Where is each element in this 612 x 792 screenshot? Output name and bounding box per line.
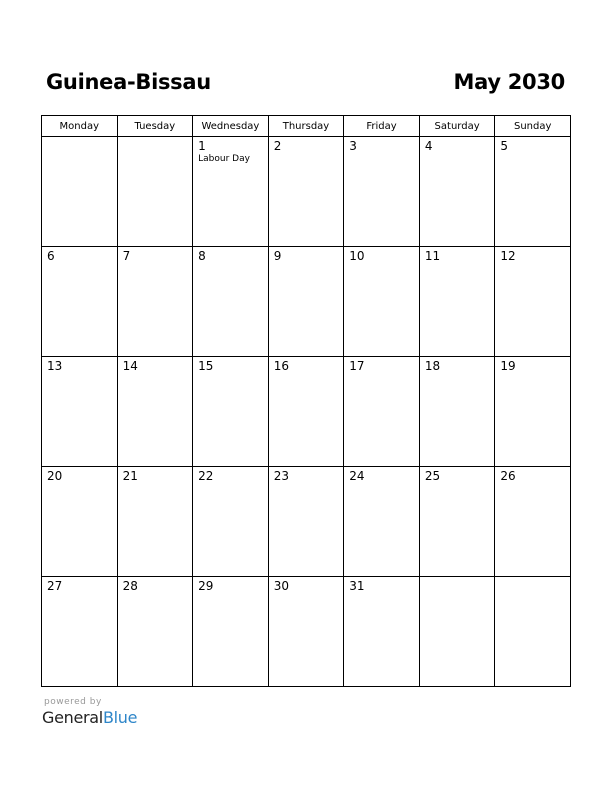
- day-number: [420, 577, 495, 579]
- brand-blue-text: Blue: [102, 708, 138, 727]
- day-cell: [419, 357, 495, 467]
- day-cell: [193, 357, 269, 467]
- day-cell: [117, 357, 193, 467]
- day-cell: [193, 247, 269, 357]
- brand-general-text: General: [42, 708, 103, 727]
- day-number: 19: [500, 359, 516, 373]
- day-number: 17: [349, 359, 365, 373]
- day-cell: [268, 247, 344, 357]
- day-number: 6: [47, 249, 55, 263]
- day-number: 1: [198, 139, 206, 153]
- day-number: 3: [349, 139, 357, 153]
- day-number: 20: [47, 469, 63, 483]
- day-cell: [495, 137, 571, 247]
- day-number: 14: [122, 359, 138, 373]
- day-number: 11: [424, 249, 441, 263]
- day-number: 26: [500, 469, 516, 483]
- day-number: 15: [198, 359, 214, 373]
- day-cell: [419, 247, 495, 357]
- day-number: 29: [198, 579, 214, 593]
- weekday-header: Friday: [344, 116, 420, 137]
- day-cell: [495, 247, 571, 357]
- day-cell: [42, 357, 118, 467]
- day-cell: [344, 247, 420, 357]
- day-number: 12: [500, 249, 516, 263]
- day-cell: [268, 137, 344, 247]
- day-cell: [419, 577, 495, 687]
- day-number: 23: [273, 469, 289, 483]
- week-row: [42, 247, 571, 357]
- weekday-header: Monday: [42, 116, 118, 137]
- day-number: 5: [500, 139, 509, 153]
- weekday-header: Sunday: [495, 116, 571, 137]
- day-cell: [344, 357, 420, 467]
- day-number: [495, 577, 570, 579]
- day-number: 7: [122, 249, 131, 263]
- powered-by-text: powered by: [44, 697, 102, 707]
- day-cell: [42, 247, 118, 357]
- weekday-header: Wednesday: [193, 116, 269, 137]
- week-row: [42, 467, 571, 577]
- day-number: 27: [47, 579, 63, 593]
- calendar-grid: [41, 115, 571, 687]
- day-number: [42, 137, 117, 139]
- day-number: 2: [273, 139, 282, 153]
- day-number: 28: [122, 579, 138, 593]
- month-year-title: May 2030: [453, 70, 565, 94]
- day-cell: [268, 357, 344, 467]
- day-number: 8: [198, 249, 206, 263]
- day-number: 16: [273, 359, 289, 373]
- day-cell: [117, 577, 193, 687]
- day-cell: [344, 577, 420, 687]
- day-number: 4: [424, 139, 433, 153]
- weekday-header: Saturday: [419, 116, 495, 137]
- day-cell: [495, 467, 571, 577]
- day-cell: [268, 467, 344, 577]
- day-cell: [495, 577, 571, 687]
- day-cell: [193, 467, 269, 577]
- weekday-header: Thursday: [268, 116, 344, 137]
- day-cell: [419, 467, 495, 577]
- country-title: Guinea-Bissau: [46, 70, 211, 94]
- day-number: 18: [424, 359, 441, 373]
- day-number: 13: [47, 359, 63, 373]
- day-cell: [268, 577, 344, 687]
- day-number: 10: [349, 249, 365, 263]
- day-number: [118, 137, 193, 139]
- day-cell: [42, 577, 118, 687]
- day-number: 24: [349, 469, 365, 483]
- week-row: [42, 137, 571, 247]
- day-number: 21: [122, 469, 138, 483]
- day-cell: [117, 247, 193, 357]
- brand-logo[interactable]: [42, 708, 137, 727]
- week-row: [42, 357, 571, 467]
- day-number: 30: [273, 579, 289, 593]
- day-number: 31: [349, 579, 365, 593]
- day-cell: [117, 467, 193, 577]
- day-number: 9: [273, 249, 282, 263]
- day-number: 25: [424, 469, 441, 483]
- day-cell: [193, 577, 269, 687]
- weekday-header: Tuesday: [117, 116, 193, 137]
- day-cell: [495, 357, 571, 467]
- weekday-header-row: [42, 116, 571, 137]
- day-cell: [42, 467, 118, 577]
- day-cell: [344, 467, 420, 577]
- week-row: [42, 577, 571, 687]
- day-cell: [117, 137, 193, 247]
- day-cell: [42, 137, 118, 247]
- day-cell: [193, 137, 269, 247]
- day-number: 22: [198, 469, 214, 483]
- day-cell: [419, 137, 495, 247]
- day-cell: [344, 137, 420, 247]
- holiday-label: Labour Day: [198, 154, 250, 164]
